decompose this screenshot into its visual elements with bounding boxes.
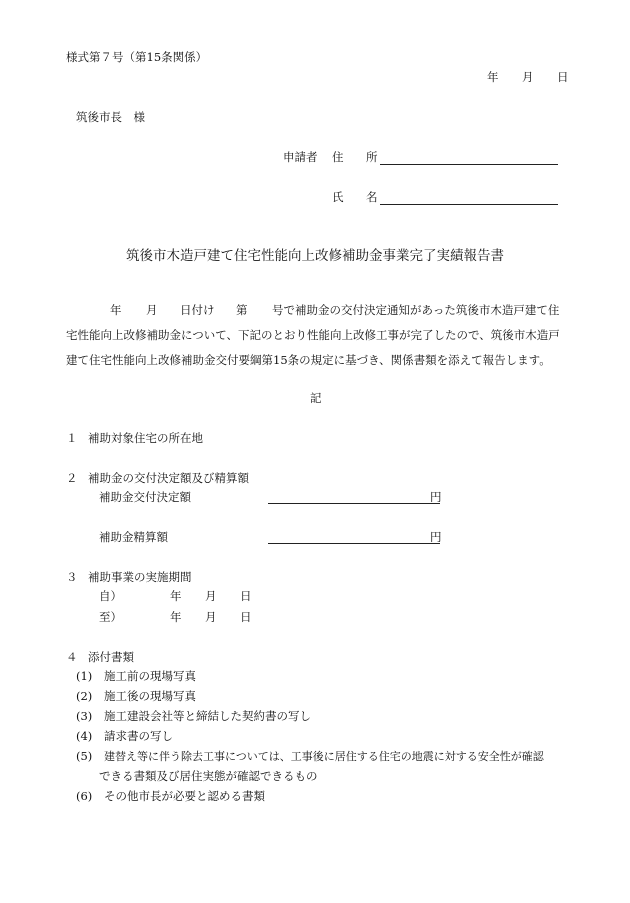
body-line2: 宅性能向上改修補助金について、下記のとおり性能向上改修工事が完了したので、筑後市木造戸 (66, 328, 560, 342)
attachment-1-text: 施工前の現場写真 (104, 669, 196, 683)
name-field[interactable] (380, 204, 558, 205)
period-to-year: 年 (170, 610, 182, 624)
period-from-year: 年 (170, 589, 182, 603)
attachment-4-text: 請求書の写し (104, 729, 173, 743)
section-1-num: １ (66, 431, 78, 445)
name-label-2: 名 (366, 190, 378, 204)
section-1-title: 補助対象住宅の所在地 (88, 431, 203, 445)
body-month: 月 (146, 303, 158, 317)
attachment-3-num: (3) (76, 709, 93, 723)
period-from-label: 自） (99, 589, 122, 603)
address-label-1: 住 (332, 150, 344, 164)
address-field[interactable] (380, 164, 558, 165)
date-day: 日 (557, 70, 569, 84)
body-line1-rest: 号で補助金の交付決定通知があった筑後市木造戸建て住 (272, 303, 560, 317)
attachment-5-num: (5) (76, 749, 93, 763)
period-to-day: 日 (240, 610, 252, 624)
form-label: 様式第７号（第15条関係） (66, 50, 208, 64)
attachment-5-text: 建替え等に伴う除去工事については、工事後に居住する住宅の地震に対する安全性が確認 (104, 750, 544, 763)
attachment-2-text: 施工後の現場写真 (104, 689, 196, 703)
body-day: 日付け (180, 303, 215, 317)
body-no: 第 (236, 303, 248, 317)
date-month: 月 (522, 70, 534, 84)
attachment-6-num: (6) (76, 789, 93, 803)
address-label-2: 所 (366, 150, 378, 164)
body-year: 年 (110, 303, 122, 317)
section-3-num: ３ (66, 570, 78, 584)
settled-amount-label: 補助金精算額 (99, 530, 168, 544)
period-from-day: 日 (240, 589, 252, 603)
document-title: 筑後市木造戸建て住宅性能向上改修補助金事業完了実績報告書 (126, 248, 504, 264)
attachment-3-text: 施工建設会社等と締結した契約書の写し (104, 709, 311, 723)
section-2-title: 補助金の交付決定額及び精算額 (88, 471, 249, 485)
attachment-5-text-cont: できる書類及び居住実態が確認できるもの (99, 769, 318, 783)
settled-amount-field[interactable] (268, 543, 440, 544)
decided-amount-label: 補助金交付決定額 (99, 490, 191, 504)
attachment-2-num: (2) (76, 689, 93, 703)
name-label-1: 氏 (332, 190, 344, 204)
settled-yen: 円 (430, 530, 442, 544)
section-4-num: ４ (66, 650, 78, 664)
period-from-month: 月 (205, 589, 217, 603)
attachment-4-num: (4) (76, 729, 93, 743)
applicant-label: 申請者 (283, 150, 318, 164)
date-year: 年 (487, 70, 499, 84)
decided-yen: 円 (430, 490, 442, 504)
section-4-title: 添付書類 (88, 650, 134, 664)
addressee: 筑後市長 様 (76, 110, 145, 124)
section-3-title: 補助事業の実施期間 (88, 570, 192, 584)
decided-amount-field[interactable] (268, 503, 440, 504)
attachment-1-num: (1) (76, 669, 93, 683)
period-to-month: 月 (205, 610, 217, 624)
attachment-6-text: その他市長が必要と認める書類 (104, 789, 265, 803)
ki-mark: 記 (310, 391, 322, 405)
section-2-num: ２ (66, 471, 78, 485)
body-line3: 建て住宅性能向上改修補助金交付要綱第15条の規定に基づき、関係書類を添えて報告します。 (66, 353, 551, 367)
period-to-label: 至） (99, 610, 122, 624)
